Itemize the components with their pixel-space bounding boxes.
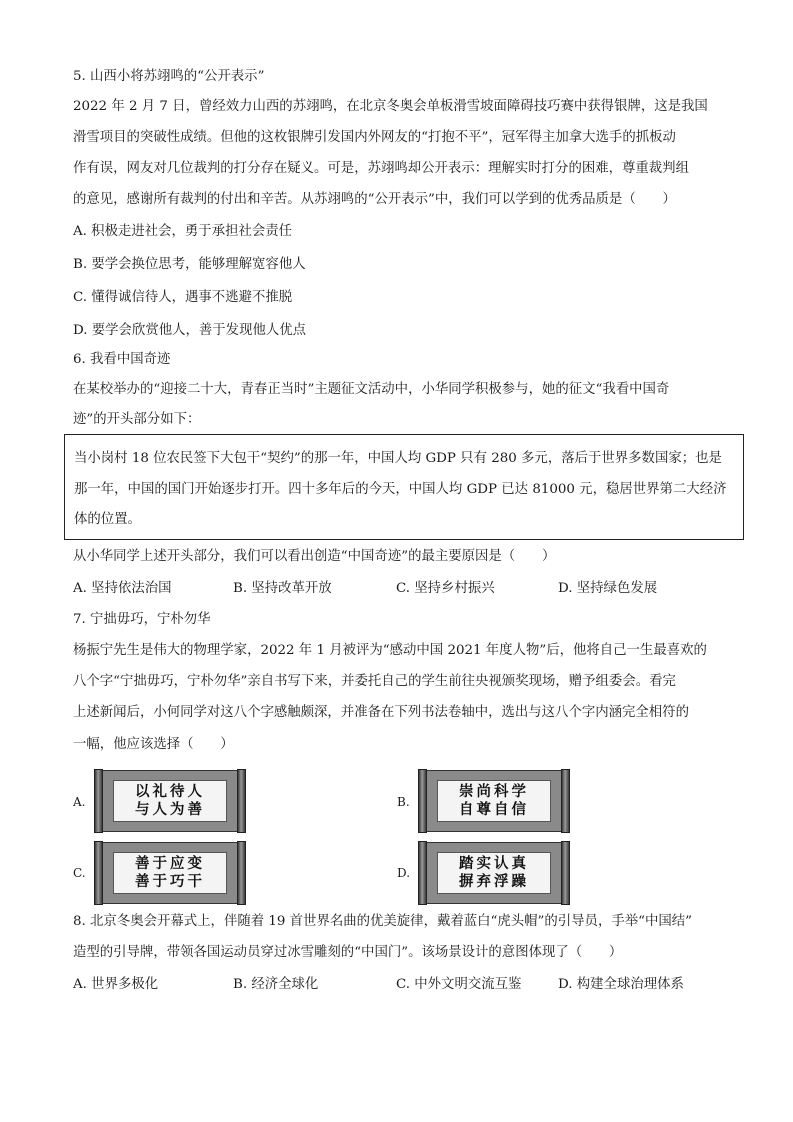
q8-title-line: 8. 北京冬奥会开幕式上，伴随着 19 首世界名曲的优美旋律，戴着蓝白“虎头帽”的引导员，手举“中国结” bbox=[73, 914, 692, 929]
q6-title: 6. 我看中国奇迹 bbox=[73, 352, 171, 367]
q8-option-c: C. 中外文明交流互鉴 bbox=[396, 977, 522, 992]
q8-text-line: 造型的引导牌，带领各国运动员穿过冰雪雕刻的“中国门”。该场景设计的意图体现了（ ） bbox=[73, 945, 623, 960]
scroll-rod-icon bbox=[418, 841, 427, 905]
scroll-c-line1: 善于应变 bbox=[135, 856, 205, 872]
calligraphy-scroll-b bbox=[420, 770, 568, 832]
scroll-b-letter: B. bbox=[397, 795, 410, 809]
essay-excerpt-box bbox=[64, 434, 744, 540]
scroll-d-line1: 踏实认真 bbox=[459, 856, 529, 872]
q8-option-a: A. 世界多极化 bbox=[73, 977, 159, 992]
scroll-c-line2: 善于巧干 bbox=[135, 874, 205, 890]
scroll-c-letter: C. bbox=[73, 866, 86, 880]
q5-option-a: A. 积极走进社会，勇于承担社会责任 bbox=[73, 224, 293, 239]
excerpt-line: 体的位置。 bbox=[74, 512, 141, 527]
scroll-rod-icon bbox=[418, 769, 427, 833]
q5-option-b: B. 要学会换位思考，能够理解宽容他人 bbox=[73, 257, 306, 272]
scroll-paper bbox=[437, 780, 551, 822]
q6-option-a: A. 坚持依法治国 bbox=[73, 581, 172, 596]
scroll-rod-icon bbox=[94, 769, 103, 833]
q5-text-line: 的意见，感谢所有裁判的付出和辛苦。从苏翊鸣的“公开表示”中，我们可以学到的优秀品质是（ ） bbox=[73, 192, 676, 207]
q5-text-line: 作有误，网友对几位裁判的打分存在疑义。可是，苏翊鸣却公开表示：理解实时打分的困难，尊重裁判组 bbox=[73, 161, 689, 176]
scroll-rod-icon bbox=[94, 841, 103, 905]
q5-option-c: C. 懂得诚信待人，遇事不逃避不推脱 bbox=[73, 290, 293, 305]
q5-option-d: D. 要学会欣赏他人，善于发现他人优点 bbox=[73, 323, 307, 338]
q6-text-line: 在某校举办的“迎接二十大，青春正当时”主题征文活动中，小华同学积极参与，她的征文“我看中国奇 bbox=[73, 382, 670, 397]
q7-text-line: 一幅，他应该选择（ ） bbox=[73, 737, 234, 752]
scroll-rod-icon bbox=[561, 841, 570, 905]
scroll-d-line2: 摒弃浮躁 bbox=[459, 874, 529, 890]
q6-option-b: B. 坚持改革开放 bbox=[233, 581, 332, 596]
q7-text-line: 杨振宁先生是伟大的物理学家，2022 年 1 月被评为“感动中国 2021 年度人物”后，他将自己一生最喜欢的 bbox=[73, 643, 707, 658]
scroll-rod-icon bbox=[561, 769, 570, 833]
scroll-rod-icon bbox=[237, 841, 246, 905]
q7-text-line: 八个字“宁拙毋巧，宁朴勿华”亲自书写下来，并委托自己的学生前往央视颁奖现场，赠予组委会。看完 bbox=[73, 674, 676, 689]
scroll-paper bbox=[437, 852, 551, 894]
scroll-rod-icon bbox=[237, 769, 246, 833]
q7-title: 7. 宁拙毋巧，宁朴勿华 bbox=[73, 612, 211, 627]
q5-title: 5. 山西小将苏翊鸣的“公开表示” bbox=[73, 69, 265, 84]
q6-question: 从小华同学上述开头部分，我们可以看出创造“中国奇迹”的最主要原因是（ ） bbox=[73, 549, 556, 564]
q6-option-d: D. 坚持绿色发展 bbox=[558, 581, 658, 596]
q5-text-line: 滑雪项目的突破性成绩。但他的这枚银牌引发国内外网友的“打抱不平”，冠军得主加拿大选手的抓板动 bbox=[73, 130, 676, 145]
excerpt-line: 当小岗村 18 位农民签下大包干“契约”的那一年，中国人均 GDP 只有 280 多元，落后于世界多数国家；也是 bbox=[74, 451, 722, 466]
q8-option-b: B. 经济全球化 bbox=[233, 977, 319, 992]
excerpt-line: 那一年，中国的国门开始逐步打开。四十多年后的今天，中国人均 GDP 已达 81000 元，稳居世界第二大经济 bbox=[74, 482, 727, 497]
q6-option-c: C. 坚持乡村振兴 bbox=[396, 581, 495, 596]
scroll-d-letter: D. bbox=[397, 866, 411, 880]
q8-option-d: D. 构建全球治理体系 bbox=[558, 977, 684, 992]
q5-text-line: 2022 年 2 月 7 日，曾经效力山西的苏翊鸣，在北京冬奥会单板滑雪坡面障碍技巧赛中获得银牌，这是我国 bbox=[73, 99, 708, 114]
scroll-a-letter: A. bbox=[73, 795, 86, 809]
scroll-a-line2: 与人为善 bbox=[135, 802, 205, 818]
calligraphy-scroll-a bbox=[96, 770, 244, 832]
q6-text-line: 迹”的开头部分如下： bbox=[73, 412, 201, 427]
calligraphy-scroll-c bbox=[96, 842, 244, 904]
scroll-paper bbox=[113, 852, 227, 894]
scroll-b-line1: 崇尚科学 bbox=[459, 784, 529, 800]
scroll-b-line2: 自尊自信 bbox=[459, 802, 529, 818]
scroll-paper bbox=[113, 780, 227, 822]
scroll-a-line1: 以礼待人 bbox=[135, 784, 205, 800]
q7-text-line: 上述新闻后，小何同学对这八个字感触颇深，并准备在下列书法卷轴中，选出与这八个字内涵完全相符的 bbox=[73, 705, 689, 720]
calligraphy-scroll-d bbox=[420, 842, 568, 904]
